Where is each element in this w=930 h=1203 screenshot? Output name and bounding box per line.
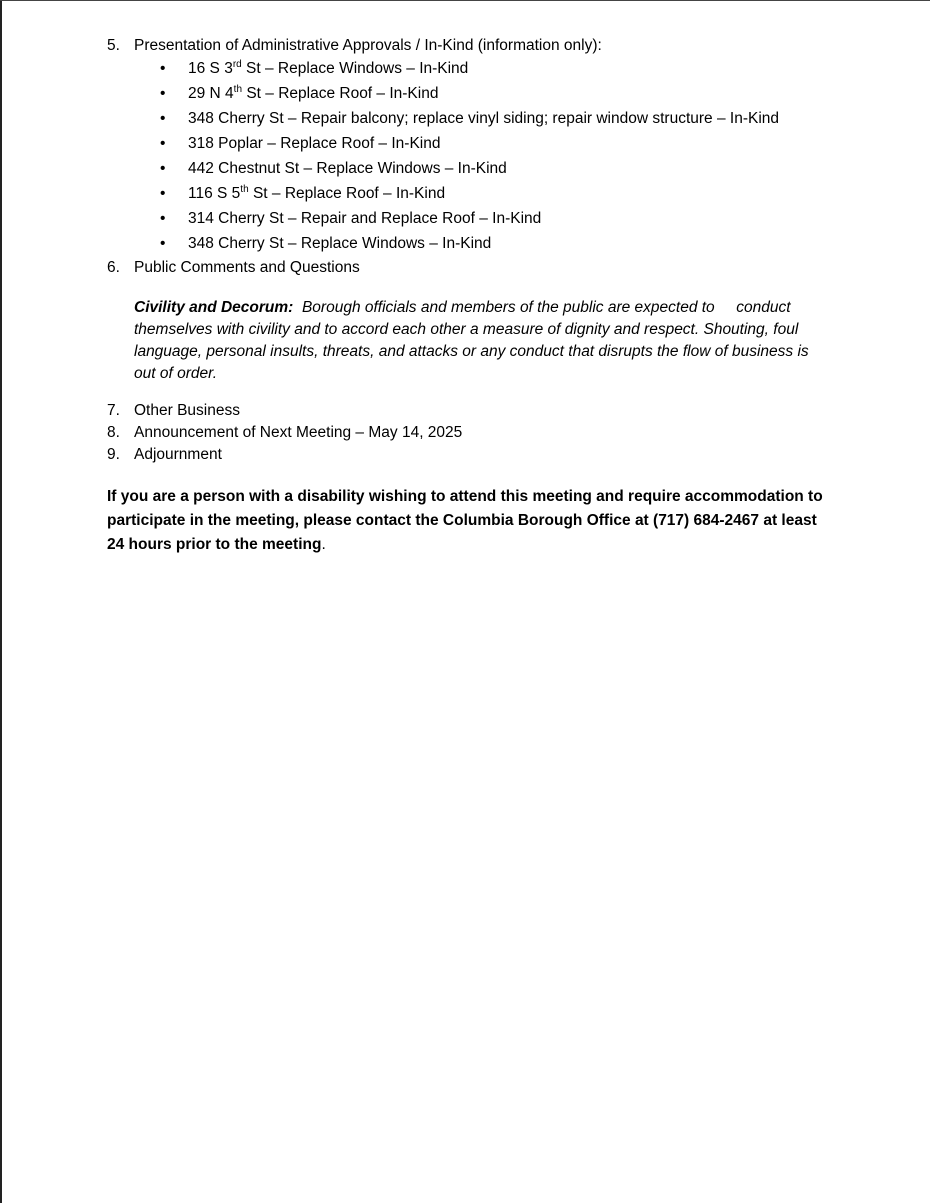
civility-statement: Civility and Decorum: Borough officials and members of the public are expected to conduct themselves with civility and to accord each other a measure of dignity and respect. Shouting, foul language, personal insults, threats, and attacks or any conduct that disrupts the flow of business is out of order. [134, 299, 809, 382]
approval-item: • 116 S 5th St – Replace Roof – In-Kind [160, 183, 446, 202]
approval-item: • 348 Cherry St – Repair balcony; replace vinyl siding; repair window structure – In-Kind [160, 110, 780, 127]
bullet-icon: • [160, 110, 166, 127]
civility-heading: Civility and Decorum: [134, 299, 294, 316]
approval-item: • 442 Chestnut St – Replace Windows – In-Kind [160, 160, 507, 177]
agenda-item-8 [107, 423, 462, 443]
agenda-item-5 [107, 36, 602, 56]
bullet-icon: • [160, 85, 166, 102]
bullet-icon: • [160, 60, 166, 77]
bullet-icon: • [160, 210, 166, 227]
agenda-item-text: Adjournment [134, 446, 222, 463]
approval-item: • 348 Cherry St – Replace Windows – In-Kind [160, 235, 492, 252]
agenda-item-text: Presentation of Administrative Approvals / In-Kind (information only): [134, 37, 602, 54]
approval-item: • 29 N 4th St – Replace Roof – In-Kind [160, 83, 439, 102]
approval-item: • 318 Poplar – Replace Roof – In-Kind [160, 135, 441, 152]
agenda-item-text: Announcement of Next Meeting – May 14, 2025 [134, 424, 463, 441]
bullet-icon: • [160, 135, 166, 152]
accessibility-notice: If you are a person with a disability wishing to attend this meeting and require accommodation to participate in the meeting, please contact the Columbia Borough Office at (717) 684-2467 at least 24 hours prior to the meeting. [107, 488, 823, 553]
bullet-icon: • [160, 235, 166, 252]
bullet-icon: • [160, 185, 166, 202]
agenda-item-number: 6. [107, 259, 120, 276]
approval-item: • 16 S 3rd St – Replace Windows – In-Kind [160, 58, 469, 77]
agenda-item-number: 9. [107, 446, 120, 463]
agenda-item-text: Other Business [134, 402, 240, 419]
agenda-item-number: 5. [107, 37, 120, 54]
agenda-item-number: 8. [107, 424, 120, 441]
bullet-icon: • [160, 160, 166, 177]
approval-item: • 314 Cherry St – Repair and Replace Roof – In-Kind [160, 210, 542, 227]
agenda-item-number: 7. [107, 402, 120, 419]
agenda-item-6 [107, 258, 360, 278]
agenda-item-7 [107, 401, 240, 421]
agenda-item-9 [107, 445, 222, 465]
agenda-item-text: Public Comments and Questions [134, 259, 360, 276]
